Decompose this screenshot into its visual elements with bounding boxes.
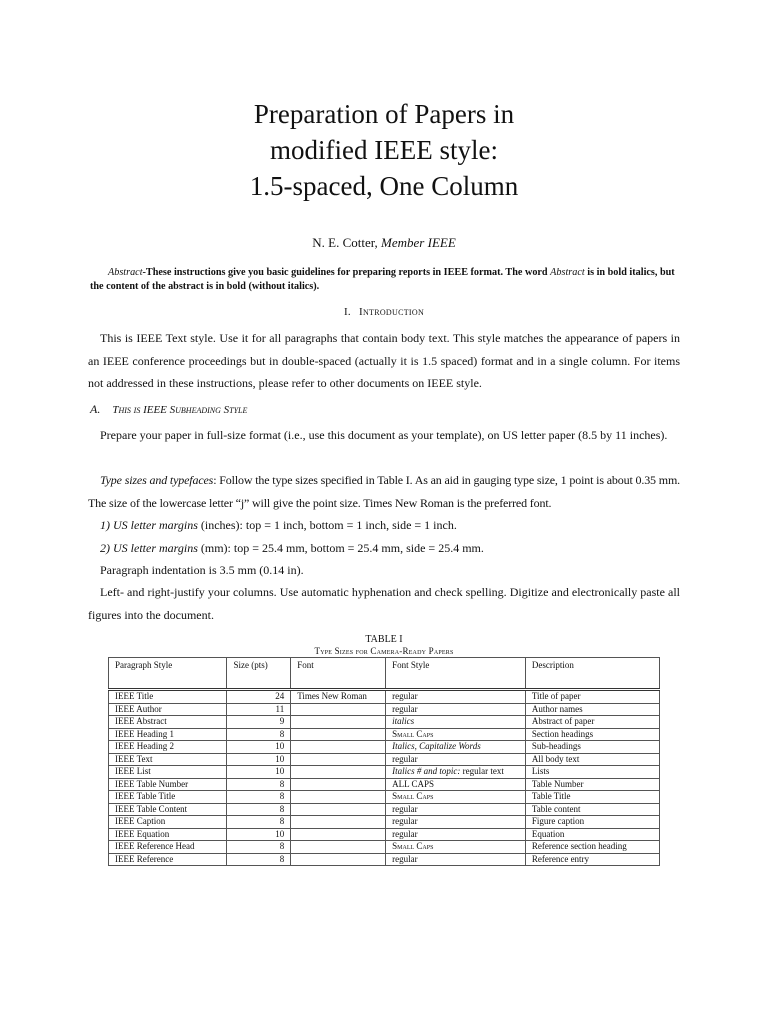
table-cell: 10 (227, 741, 291, 754)
table-cell: regular (386, 803, 526, 816)
table-cell: IEEE Title (109, 690, 227, 704)
table-cell: IEEE Heading 2 (109, 741, 227, 754)
table-cell: 8 (227, 816, 291, 829)
table-row (109, 828, 660, 841)
table-cell: 8 (227, 841, 291, 854)
title-line: 1.5-spaced, One Column (249, 171, 519, 201)
typesizes-text: : Follow the type sizes specified in Table I. As an aid in gauging type size, 1 point is about 0.35 mm. The size of the lowercase letter “j” will give the point size. Times New Roman is the preferred font. (88, 473, 680, 510)
subsection-title: This is IEEE Subheading Style (112, 404, 248, 416)
table-cell: Author names (525, 703, 659, 716)
table-row (109, 741, 660, 754)
abstract-paragraph (90, 266, 682, 294)
table-row (109, 791, 660, 804)
table-body (109, 690, 660, 866)
italic-part: Italics # and topic: (392, 766, 461, 776)
justify-paragraph: Left- and right-justify your columns. Use automatic hyphenation and check spelling. Digitize and electronically paste all figures into the document. (88, 585, 680, 622)
table-row (109, 853, 660, 866)
table-cell: 8 (227, 728, 291, 741)
table-row (109, 816, 660, 829)
table-row (109, 778, 660, 791)
table-cell (291, 728, 386, 741)
table-cell (291, 753, 386, 766)
table-cell: Reference section heading (525, 841, 659, 854)
intro-paragraph: This is IEEE Text style. Use it for all paragraphs that contain body text. This style matches the appearance of papers in an IEEE conference proceedings but in double-spaced (actually it is 1.5 spaced) format and in a single column. For items not addressed in these instructions, please refer to other documents on IEEE style. (88, 331, 680, 390)
table-cell: IEEE Heading 1 (109, 728, 227, 741)
table-row (109, 690, 660, 704)
table-cell (291, 766, 386, 779)
table-cell: Table Title (525, 791, 659, 804)
table-cell: regular (386, 816, 526, 829)
table-cell: IEEE Author (109, 703, 227, 716)
typesizes-lead: Type sizes and typefaces (100, 473, 214, 487)
section-title: Introduction (358, 306, 425, 318)
abstract-label: Abstract (108, 267, 143, 278)
table-cell: regular (386, 853, 526, 866)
table-cell: Section headings (525, 728, 659, 741)
table-cell: 9 (227, 716, 291, 729)
table-row (109, 728, 660, 741)
table-cell (291, 778, 386, 791)
table-cell: Table Number (525, 778, 659, 791)
section-heading-introduction (0, 306, 768, 318)
table-header-cell: Description (525, 658, 659, 690)
table-cell: Table content (525, 803, 659, 816)
table-cell: 10 (227, 766, 291, 779)
table-row (109, 716, 660, 729)
list-text: (mm): top = 25.4 mm, bottom = 25.4 mm, side = 25.4 mm. (197, 541, 484, 555)
author-name: N. E. Cotter, (312, 235, 382, 250)
table-cell: Small Caps (386, 841, 526, 854)
table-cell: Sub-headings (525, 741, 659, 754)
table-row (109, 841, 660, 854)
table-cell: IEEE Table Title (109, 791, 227, 804)
table-cell (291, 828, 386, 841)
table-cell: IEEE Table Number (109, 778, 227, 791)
table-cell (291, 853, 386, 866)
table-cell: IEEE Abstract (109, 716, 227, 729)
table-cell: 11 (227, 703, 291, 716)
section-number: I. (343, 306, 351, 318)
table-cell: IEEE Caption (109, 816, 227, 829)
table-cell (291, 816, 386, 829)
table-cell (291, 716, 386, 729)
table-cell: Abstract of paper (525, 716, 659, 729)
table-cell: 24 (227, 690, 291, 704)
table-row (109, 753, 660, 766)
table-row (109, 703, 660, 716)
table-row (109, 766, 660, 779)
table-cell: 10 (227, 828, 291, 841)
abstract-text-part2: is in bold italics, but the content of the abstract is in bold (without italics). (90, 267, 675, 292)
table-cell: regular (386, 753, 526, 766)
table-cell (386, 766, 526, 779)
type-sizes-table (108, 657, 660, 866)
list-lead: 1) US letter margins (100, 518, 198, 532)
table-header-cell: Font Style (386, 658, 526, 690)
format-paragraph: Prepare your paper in full-size format (i.e., use this document as your template), on US letter paper (8.5 by 11 inches). (100, 428, 668, 442)
author-line (0, 235, 768, 251)
table-cell: 8 (227, 853, 291, 866)
list-lead: 2) US letter margins (100, 541, 198, 555)
table-cell (291, 703, 386, 716)
table-cell: regular (386, 690, 526, 704)
table-cell: Small Caps (386, 728, 526, 741)
indent-paragraph: Paragraph indentation is 3.5 mm (0.14 in). (100, 563, 304, 577)
table-cell: Figure caption (525, 816, 659, 829)
table-cell (291, 803, 386, 816)
table-header-cell: Paragraph Style (109, 658, 227, 690)
table-cell: All body text (525, 753, 659, 766)
table-cell: 8 (227, 778, 291, 791)
table-cell: regular (386, 828, 526, 841)
regular-part: regular text (460, 766, 504, 776)
table-title: Type Sizes for Camera-Ready Papers (314, 646, 454, 656)
list-text: (inches): top = 1 inch, bottom = 1 inch, side = 1 inch. (197, 518, 457, 532)
table-cell: IEEE Reference Head (109, 841, 227, 854)
table-cell: IEEE List (109, 766, 227, 779)
table-cell: 8 (227, 791, 291, 804)
table-cell: Small Caps (386, 791, 526, 804)
table-cell: regular (386, 703, 526, 716)
table-header-cell: Font (291, 658, 386, 690)
list-item-mm (100, 537, 692, 560)
table-cell: Lists (525, 766, 659, 779)
table-cell: italics (386, 716, 526, 729)
abstract-text-part1: -These instructions give you basic guidelines for preparing reports in IEEE format. The word (142, 267, 551, 278)
table-cell: Equation (525, 828, 659, 841)
title-line: modified IEEE style: (270, 135, 498, 165)
table-cell: IEEE Reference (109, 853, 227, 866)
table-cell (291, 791, 386, 804)
paper-title (0, 96, 768, 204)
table-cell: Italics, Capitalize Words (386, 741, 526, 754)
table-cell: IEEE Text (109, 753, 227, 766)
author-membership: Member IEEE (381, 235, 456, 250)
table-cell (291, 841, 386, 854)
subsection-letter: A. (90, 402, 101, 416)
list-item-inches (100, 514, 692, 537)
table-cell: Title of paper (525, 690, 659, 704)
table-cell: IEEE Table Content (109, 803, 227, 816)
title-line: Preparation of Papers in (253, 99, 515, 129)
abstract-word-italic: Abstract (550, 267, 585, 278)
table-cell: ALL CAPS (386, 778, 526, 791)
table-number: TABLE I (365, 634, 403, 645)
table-row (109, 803, 660, 816)
table-cell: IEEE Equation (109, 828, 227, 841)
table-header-row (109, 658, 660, 690)
table-cell (291, 741, 386, 754)
table-cell: 8 (227, 803, 291, 816)
table-header-cell: Size (pts) (227, 658, 291, 690)
typesizes-paragraph (88, 469, 680, 514)
table-cell: Reference entry (525, 853, 659, 866)
subsection-heading-a (90, 402, 247, 417)
table-cell: Times New Roman (291, 690, 386, 704)
table-cell: 10 (227, 753, 291, 766)
